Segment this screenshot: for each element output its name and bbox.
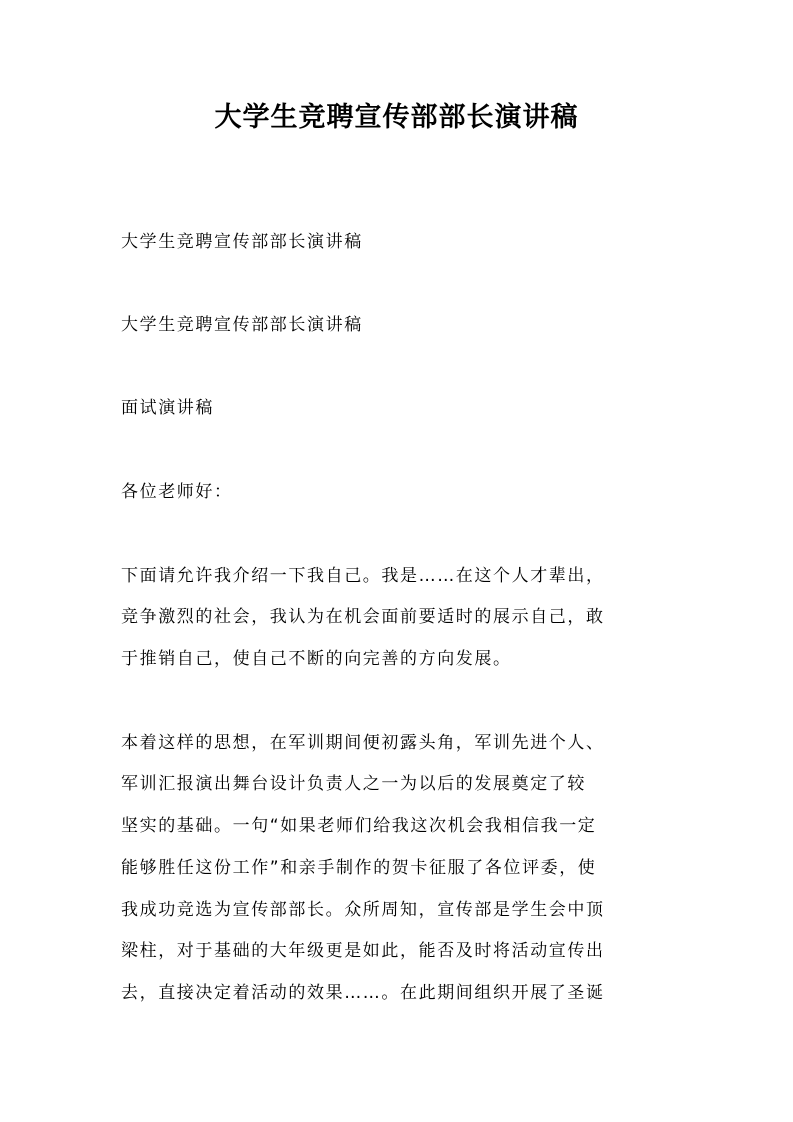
text-line: 我成功竞选为宣传部部长。众所周知，宣传部是学生会中顶 <box>121 900 605 920</box>
text-line: 竞争激烈的社会，我认为在机会面前要适时的展示自己，敢 <box>121 607 605 627</box>
text-line: 军训汇报演出舞台设计负责人之一为以后的发展奠定了较 <box>121 774 586 794</box>
text-line: 大学生竞聘宣传部部长演讲稿 <box>121 315 363 335</box>
text-line: 下面请允许我介绍一下我自己。我是……在这个人才辈出， <box>121 566 605 586</box>
text-line: 各位老师好： <box>121 482 233 502</box>
text-line: 坚实的基础。一句“如果老师们给我这次机会我相信我一定 <box>121 816 597 836</box>
text-line: 能够胜任这份工作”和亲手制作的贺卡征服了各位评委，使 <box>121 858 597 878</box>
text-line: 本着这样的思想，在军训期间便初露头角，军训先进个人、 <box>121 733 605 753</box>
text-line: 于推销自己，使自己不断的向完善的方向发展。 <box>121 649 512 669</box>
text-line: 大学生竞聘宣传部部长演讲稿 <box>121 232 363 252</box>
text-line: 去，直接决定着活动的效果……。在此期间组织开展了圣诞 <box>121 983 605 1003</box>
text-line: 梁柱，对于基础的大年级更是如此，能否及时将活动宣传出 <box>121 941 605 961</box>
document-title: 大学生竞聘宣传部部长演讲稿 <box>214 102 579 133</box>
text-line: 面试演讲稿 <box>121 398 214 418</box>
